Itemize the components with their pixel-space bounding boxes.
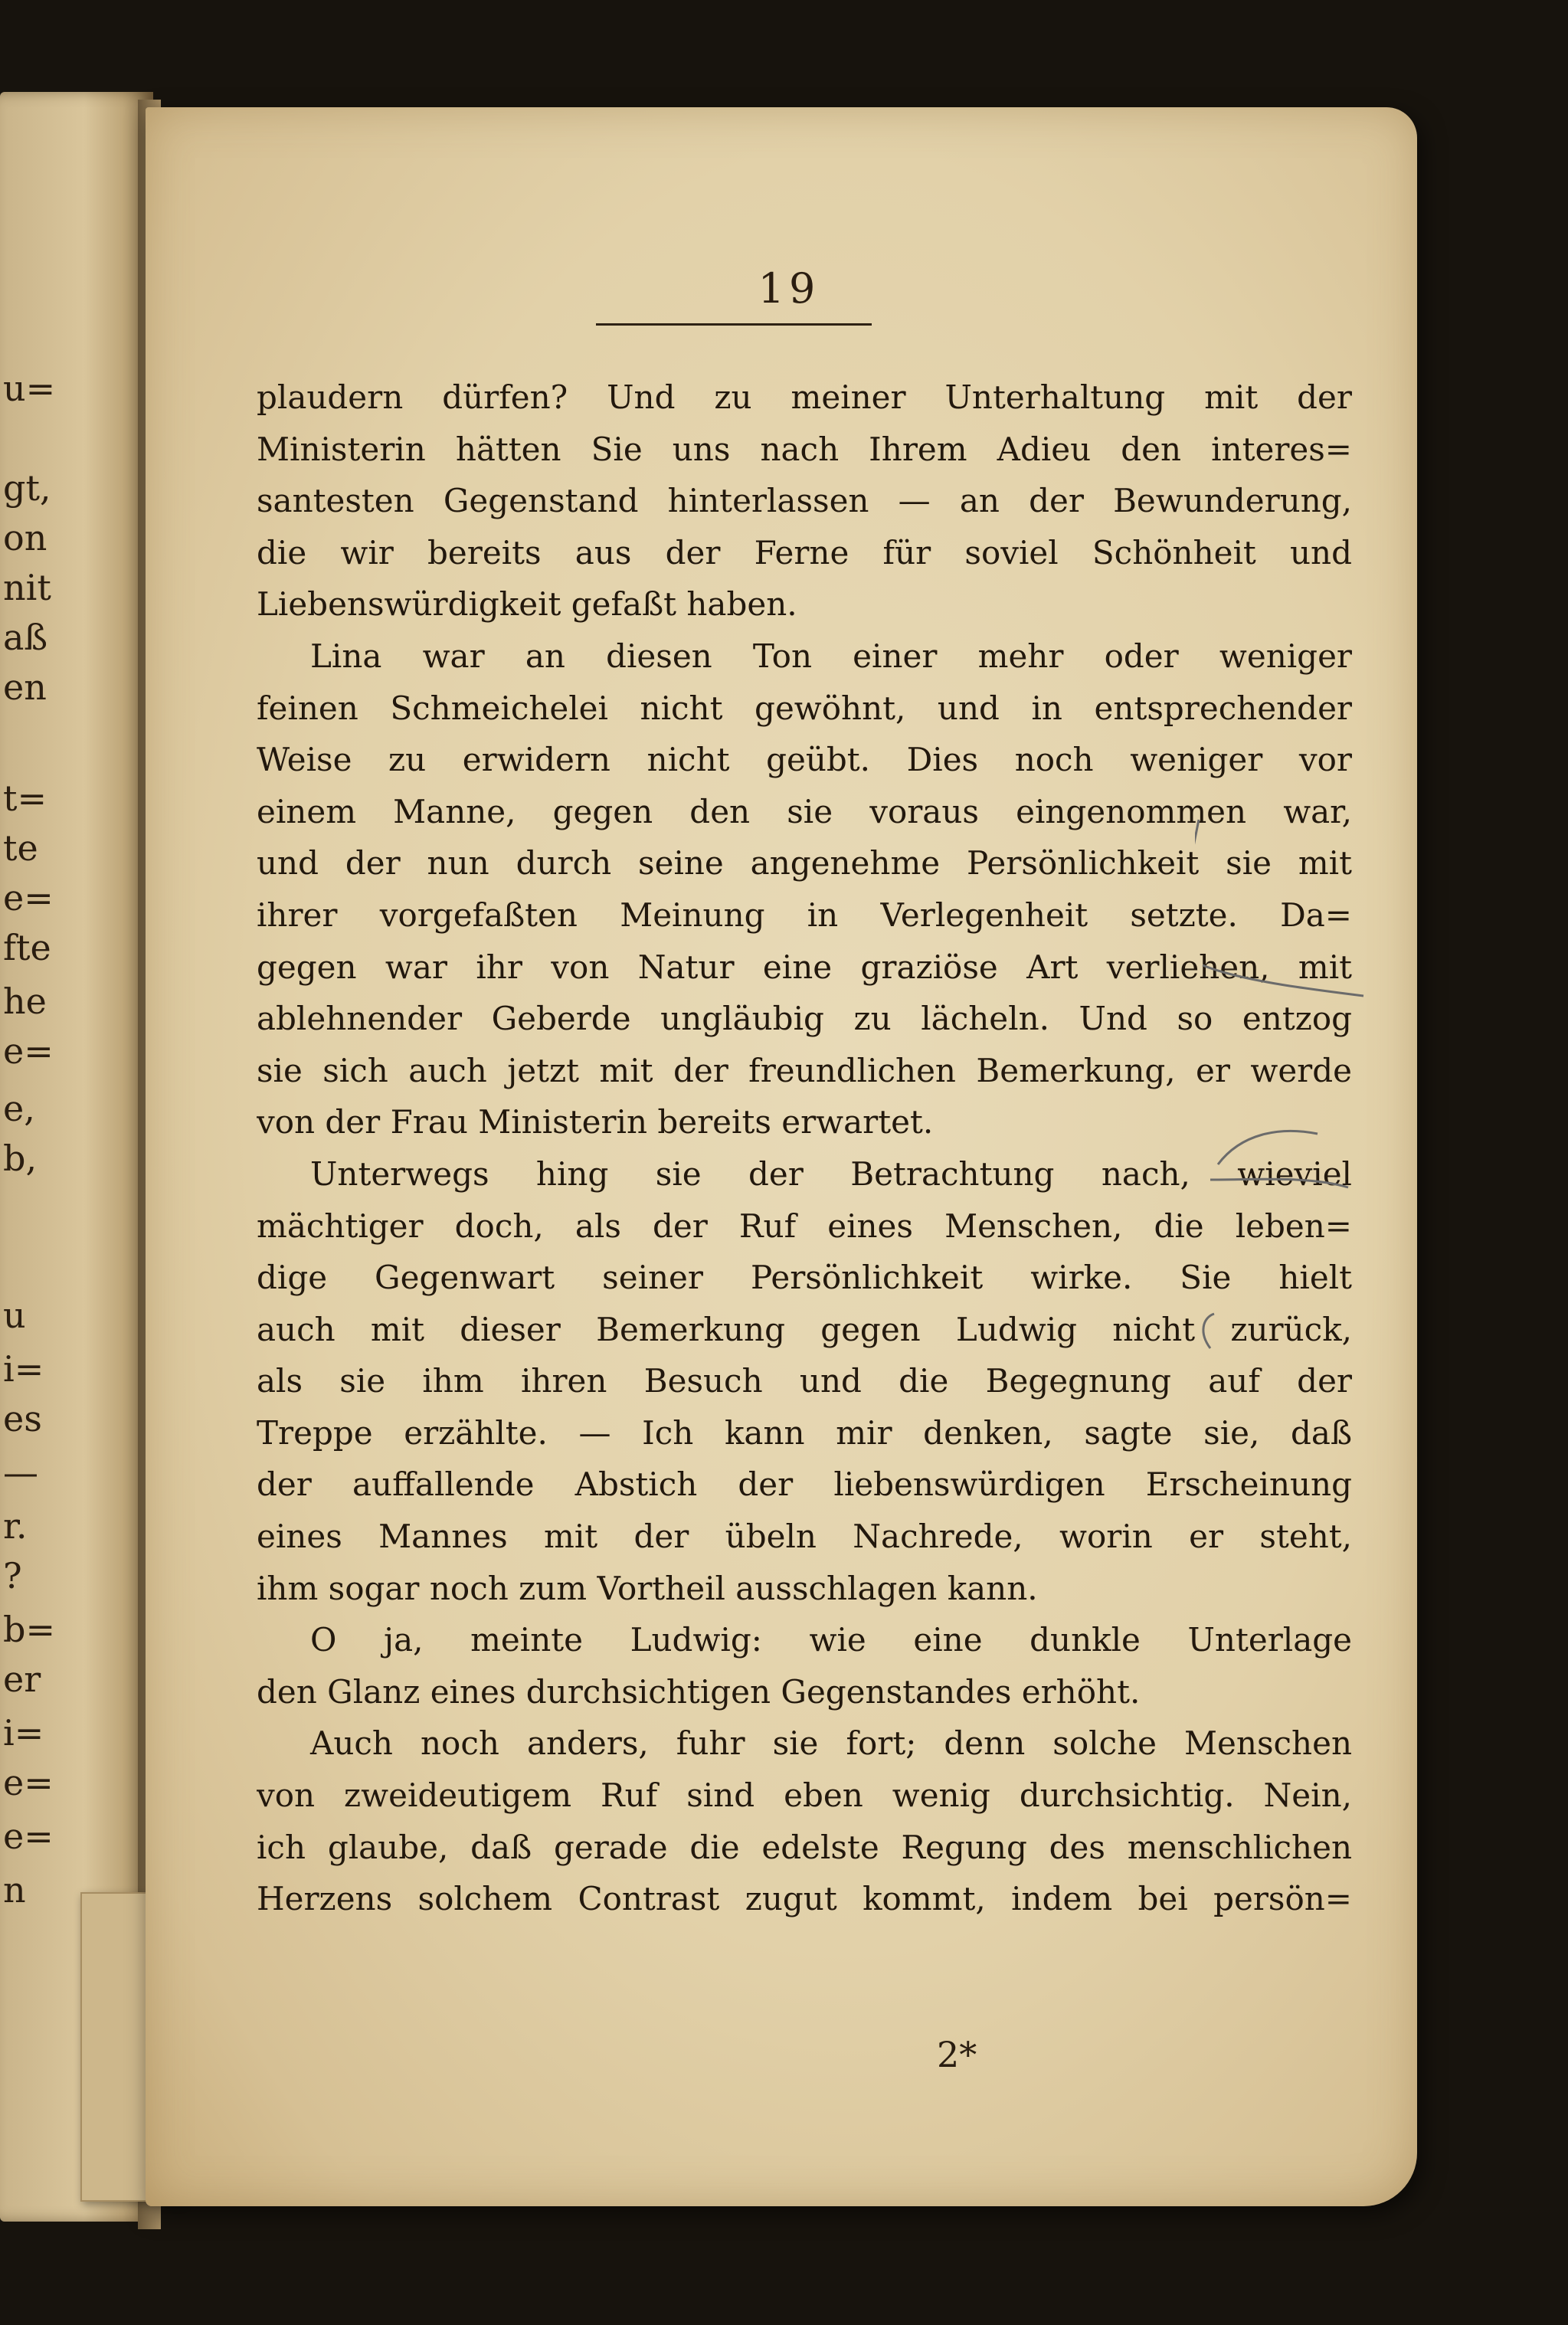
- left-page-fragment: e=: [3, 877, 54, 919]
- left-page-fragment: en: [3, 666, 47, 708]
- text-line: der auffallende Abstich der liebenswürdigen Erscheinung: [257, 1465, 1352, 1504]
- text-line: von zweideutigem Ruf sind eben wenig durchsichtig. Nein,: [257, 1776, 1352, 1815]
- left-page-fragment: u: [3, 1295, 26, 1336]
- left-page-fragment: b=: [3, 1609, 55, 1650]
- left-page-fragment: es: [3, 1398, 42, 1439]
- left-page-fragment: er: [3, 1659, 41, 1700]
- left-page-fragment: nit: [3, 567, 51, 608]
- text-line: die wir bereits aus der Ferne für soviel Schönheit und: [257, 533, 1352, 571]
- text-line: den Glanz eines durchsichtigen Gegenstandes erhöht.: [257, 1672, 1141, 1711]
- left-page-fragment: he: [3, 981, 47, 1022]
- text-line: feinen Schmeichelei nicht gewöhnt, und in entsprechender: [257, 689, 1352, 727]
- left-page-fragment: gt,: [3, 467, 51, 509]
- left-page-fragment: r.: [3, 1505, 28, 1547]
- page-number: 19: [758, 264, 820, 313]
- text-line: als sie ihm ihren Besuch und die Begegnung auf der: [257, 1362, 1352, 1400]
- left-page-fragment: e=: [3, 1816, 54, 1857]
- text-line: von der Frau Ministerin bereits erwartet.: [257, 1103, 934, 1141]
- text-line: Auch noch anders, fuhr sie fort; denn solche Menschen: [310, 1724, 1352, 1763]
- text-line: ablehnender Geberde ungläubig zu lächeln. Und so entzog: [257, 1000, 1352, 1038]
- left-page-fragment: e,: [3, 1088, 35, 1129]
- text-line: dige Gegenwart seiner Persönlichkeit wirke. Sie hielt: [257, 1259, 1352, 1297]
- text-line: Unterwegs hing sie der Betrachtung nach, wieviel: [310, 1154, 1352, 1193]
- text-line: auch mit dieser Bemerkung gegen Ludwig nicht zurück,: [257, 1310, 1352, 1348]
- text-line: Herzens solchem Contrast zugut kommt, indem bei persön=: [257, 1880, 1352, 1918]
- book-page: [146, 107, 1417, 2206]
- text-line: ich glaube, daß gerade die edelste Regung des menschlichen: [257, 1828, 1352, 1866]
- text-line: Liebenswürdigkeit gefaßt haben.: [257, 585, 797, 624]
- left-page-fragment: e=: [3, 1762, 54, 1803]
- pencil-stroke: [1195, 820, 1199, 858]
- signature-mark: 2*: [937, 2034, 977, 2075]
- left-page-fragment: fte: [3, 927, 51, 968]
- text-line: einem Manne, gegen den sie voraus eingenommen war,: [257, 792, 1352, 830]
- left-page-fragment: aß: [3, 617, 48, 658]
- left-page-fragment: e=: [3, 1030, 54, 1072]
- pencil-stroke: [1210, 1131, 1348, 1187]
- text-line: Ministerin hätten Sie uns nach Ihrem Adieu den interes=: [257, 430, 1352, 468]
- text-line: sie sich auch jetzt mit der freundlichen Bemerkung, er werde: [257, 1051, 1352, 1089]
- text-line: Treppe erzählte. — Ich kann mir denken, sagte sie, daß: [257, 1413, 1352, 1452]
- left-page-fragment: b,: [3, 1138, 38, 1179]
- left-page-fragment: ?: [3, 1555, 22, 1596]
- text-line: mächtiger doch, als der Ruf eines Menschen, die leben=: [257, 1207, 1352, 1245]
- left-page-fragment: on: [3, 517, 47, 558]
- body-text: [257, 372, 1352, 1925]
- pencil-marks: [1195, 674, 1440, 1364]
- text-line: gegen war ihr von Natur eine graziöse Art verliehen, mit: [257, 948, 1352, 986]
- text-line: Weise zu erwidern nicht geübt. Dies noch weniger vor: [257, 741, 1352, 779]
- text-line: eines Mannes mit der übeln Nachrede, worin er steht,: [257, 1518, 1352, 1556]
- pencil-stroke: [1203, 1314, 1214, 1348]
- text-line: santesten Gegenstand hinterlassen — an der Bewunderung,: [257, 482, 1352, 520]
- left-page-fragment: i=: [3, 1348, 44, 1390]
- left-page-fragment: n: [3, 1869, 26, 1911]
- pencil-stroke: [1203, 965, 1363, 996]
- left-page-fragment: te: [3, 827, 38, 869]
- header-rule: [596, 323, 872, 326]
- text-line: ihm sogar noch zum Vortheil ausschlagen kann.: [257, 1569, 1038, 1607]
- text-line: ihrer vorgefaßten Meinung in Verlegenheit setzte. Da=: [257, 896, 1352, 934]
- left-page-fragment: u=: [3, 368, 56, 409]
- text-line: plaudern dürfen? Und zu meiner Unterhaltung mit der: [257, 378, 1352, 416]
- text-line: Lina war an diesen Ton einer mehr oder weniger: [310, 637, 1352, 675]
- text-line: O ja, meinte Ludwig: wie eine dunkle Unterlage: [310, 1621, 1352, 1659]
- left-page-fragment: t=: [3, 778, 47, 819]
- text-line: und der nun durch seine angenehme Persönlichkeit sie mit: [257, 844, 1352, 883]
- left-page-fragment: —: [3, 1452, 38, 1493]
- left-page-fragment: i=: [3, 1712, 44, 1754]
